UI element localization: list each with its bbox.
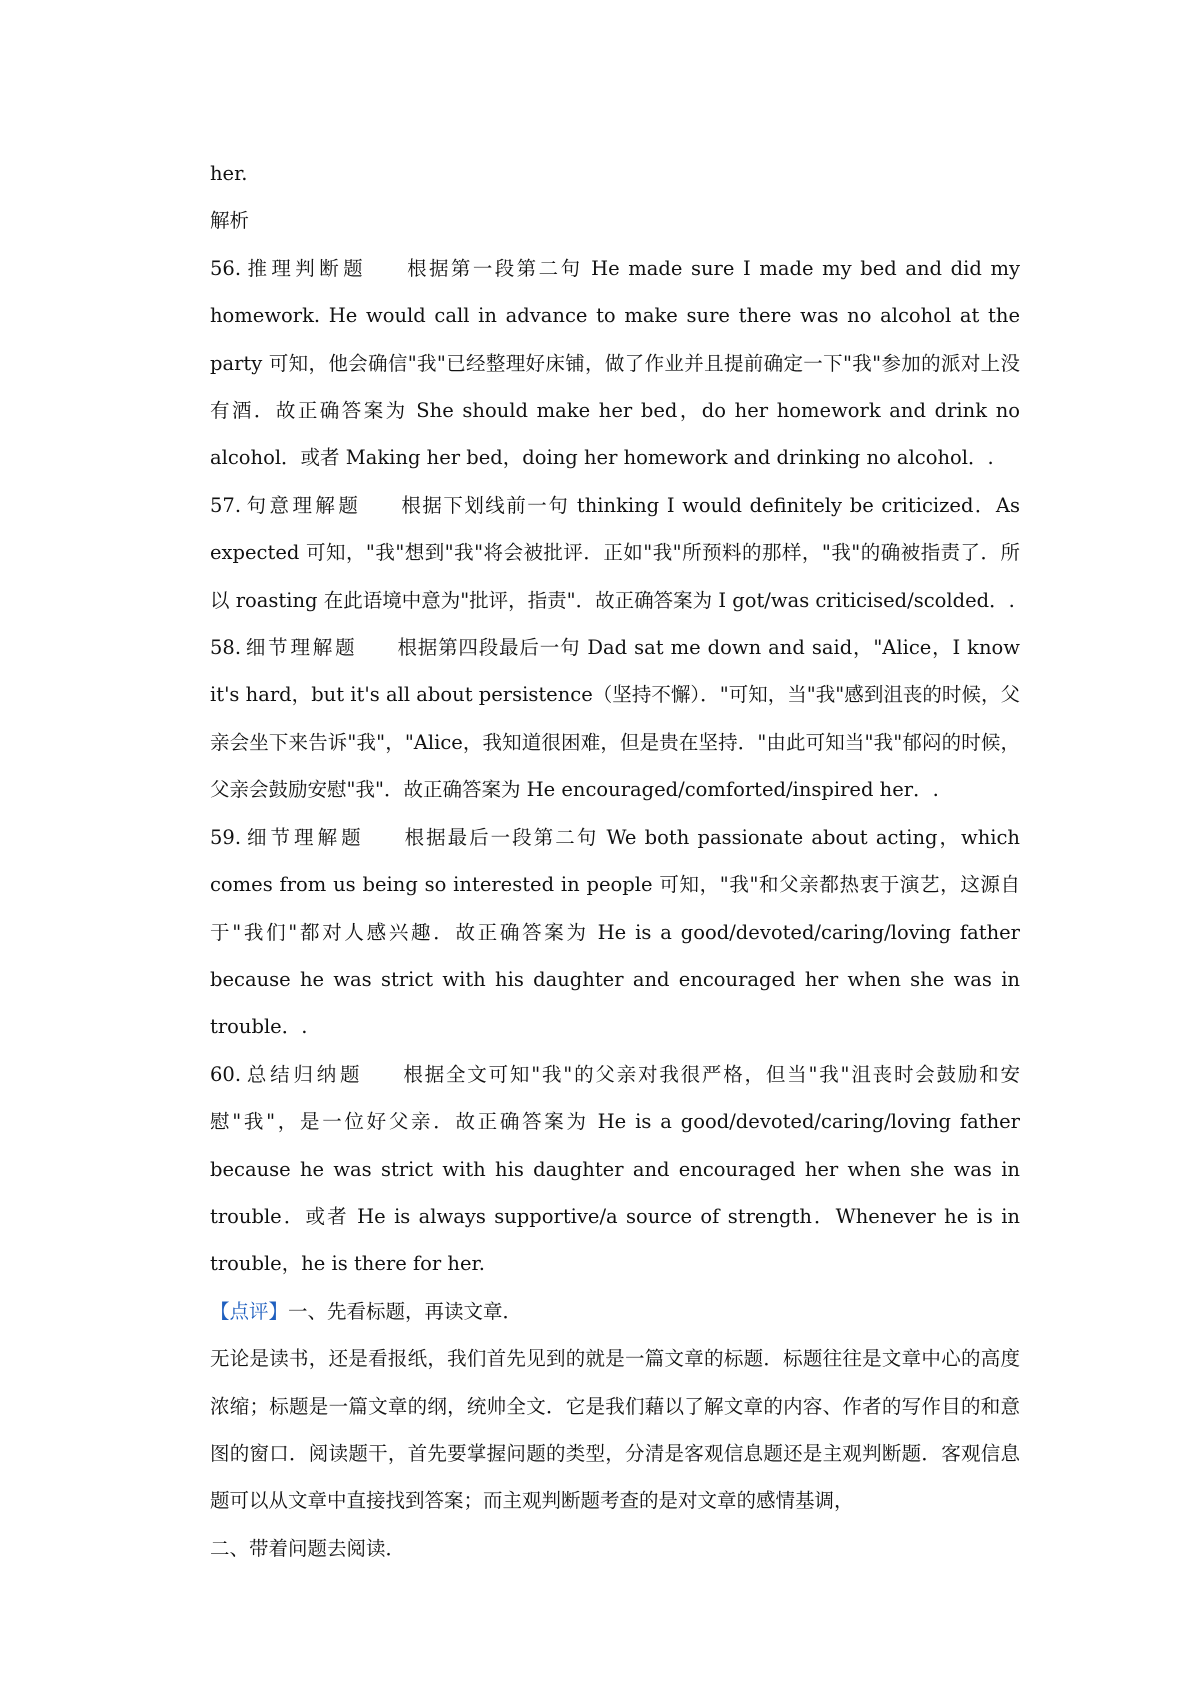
- review-step-one: 一、先看标题，再读文章．: [288, 1299, 523, 1323]
- question-type: 总结归纳题: [245, 1062, 364, 1086]
- question-56-analysis: [210, 245, 1020, 482]
- question-explanation: 根据第四段最后一句 Dad sat me down and said，"Alice，I know it's hard，but it's all about persistence（坚持不懈）．"可知，当"我"感到沮丧的时候，父亲会坐下来告诉"我"，"Alice，我知道很困难，但是贵在坚持．"由此可知当"我"郁闷的时候，父亲会鼓励安慰"我"．故正确答案为 He encouraged/comforted/inspired her．.: [210, 636, 1020, 802]
- question-number: 59.: [210, 825, 242, 849]
- question-explanation: 根据下划线前一句 thinking I would definitely be criticized．As expected 可知，"我"想到"我"将会被批评．正如"我"所预料的那样，"我"的确被指责了．所以 roasting 在此语境中意为"批评，指责"．故正确答案为 I got/was criticised/scolded．.: [210, 493, 1020, 612]
- question-number: 60.: [210, 1062, 242, 1086]
- document-page: [210, 150, 1020, 1572]
- question-type: 细节理解题: [245, 825, 365, 849]
- review-step-two: 二、带着问题去阅读．: [210, 1536, 406, 1560]
- question-explanation: 根据第一段第二句 He made sure I made my bed and did my homework. He would call in advance to make sure there was no alcohol at the party 可知，他会确信"我"已经整理好床铺，做了作业并且提前确定一下"我"参加的派对上没有酒．故正确答案为 She should make her bed，do her homework and drink no alcohol．或者 Making her bed，doing her homework and drinking no alcohol．.: [210, 256, 1020, 470]
- question-57-analysis: [210, 482, 1020, 624]
- question-number: 56.: [210, 256, 242, 280]
- review-body: 无论是读书，还是看报纸，我们首先见到的就是一篇文章的标题．标题往往是文章中心的高度浓缩；标题是一篇文章的纲，统帅全文．它是我们藉以了解文章的内容、作者的写作目的和意图的窗口．阅读题干，首先要掌握问题的类型，分清是客观信息题还是主观判断题．客观信息题可以从文章中直接找到答案；而主观判断题考查的是对文章的感情基调，: [210, 1347, 1020, 1513]
- question-type: 推理判断题: [245, 256, 368, 280]
- question-explanation: 根据全文可知"我"的父亲对我很严格，但当"我"沮丧时会鼓励和安慰"我"，是一位好父亲．故正确答案为 He is a good/devoted/caring/loving father because he was strict with his daughter and encouraged her when she was in trouble．或者 He is always supportive/a source of strength．Whenever he is in trouble，he is there for her.: [210, 1062, 1020, 1276]
- question-number: 57.: [210, 493, 242, 517]
- question-58-analysis: [210, 624, 1020, 814]
- question-60-analysis: [210, 1051, 1020, 1288]
- question-type: 细节理解题: [245, 636, 358, 660]
- previous-answer-tail: her.: [210, 162, 248, 185]
- question-type: 句意理解题: [245, 493, 362, 517]
- question-number: 58.: [210, 636, 242, 660]
- analysis-heading: 解析: [210, 209, 250, 233]
- review-intro: [210, 1288, 1020, 1335]
- question-explanation: 根据最后一段第二句 We both passionate about acting，which comes from us being so interested in people 可知，"我"和父亲都热衷于演艺，这源自于"我们"都对人感兴趣．故正确答案为 He is a good/devoted/caring/loving father because he was strict with his daughter and encouraged her when she was in trouble．.: [210, 825, 1020, 1039]
- review-tag: 【点评】: [210, 1299, 289, 1323]
- question-59-analysis: [210, 814, 1020, 1051]
